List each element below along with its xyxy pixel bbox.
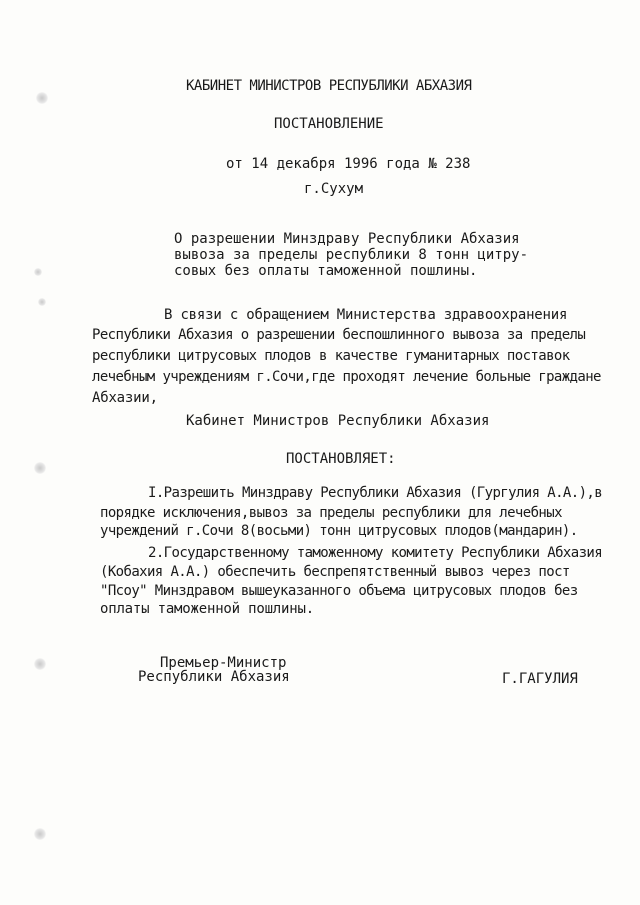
city: г.Сухум <box>304 181 364 197</box>
preamble-line: лечебным учреждениям г.Сочи,где проходят лечение больные граждане <box>92 369 601 385</box>
item-line: оплаты таможенной пошлины. <box>100 601 314 617</box>
date-number: от 14 декабря 1996 года № 238 <box>226 156 471 172</box>
preamble-line: Абхазии, <box>92 390 158 406</box>
signature-title: Республики Абхазия <box>138 669 290 685</box>
punch-hole-icon <box>34 658 46 670</box>
preamble-line: В связи с обращением Министерства здравоохранения <box>164 307 568 323</box>
item-line: I.Разрешить Минздраву Республики Абхазия (Гургулия А.А.),в <box>148 485 603 501</box>
document-type: ПОСТАНОВЛЕНИЕ <box>274 116 384 132</box>
punch-hole-icon <box>34 268 42 276</box>
item-line: учреждений г.Сочи 8(восьми) тонн цитрусовых плодов(мандарин). <box>100 523 578 539</box>
item-line: порядке исключения,вывоз за пределы республики для лечебных <box>100 505 562 521</box>
punch-hole-icon <box>38 298 46 306</box>
punch-hole-icon <box>34 828 46 840</box>
preamble-line: республики цитрусовых плодов в качестве гуманитарных поставок <box>92 348 570 364</box>
resolves-heading: ПОСТАНОВЛЯЕТ: <box>286 451 396 467</box>
issuer: Кабинет Министров Республики Абхазия <box>186 413 490 429</box>
subject-line: совых без оплаты таможенной пошлины. <box>174 263 478 279</box>
preamble-line: Республики Абхазия о разрешении беспошлинного вывоза за пределы <box>92 327 586 343</box>
subject-line: вывоза за пределы республики 8 тонн цитру- <box>174 247 529 263</box>
subject-line: О разрешении Минздраву Республики Абхазия <box>174 231 520 247</box>
signature-title: Премьер-Министр <box>160 655 287 671</box>
punch-hole-icon <box>34 462 46 474</box>
item-line: (Кобахия А.А.) обеспечить беспрепятственный вывоз через пост <box>100 564 570 580</box>
item-line: "Псоу" Минздравом вышеуказанного объема цитрусовых плодов без <box>100 583 578 599</box>
item-line: 2.Государственному таможенному комитету Республики Абхазия <box>148 545 603 561</box>
punch-hole-icon <box>36 92 48 104</box>
organization-title: КАБИНЕТ МИНИСТРОВ РЕСПУБЛИКИ АБХАЗИЯ <box>186 78 472 94</box>
signature-name: Г.ГАГУЛИЯ <box>502 671 578 687</box>
